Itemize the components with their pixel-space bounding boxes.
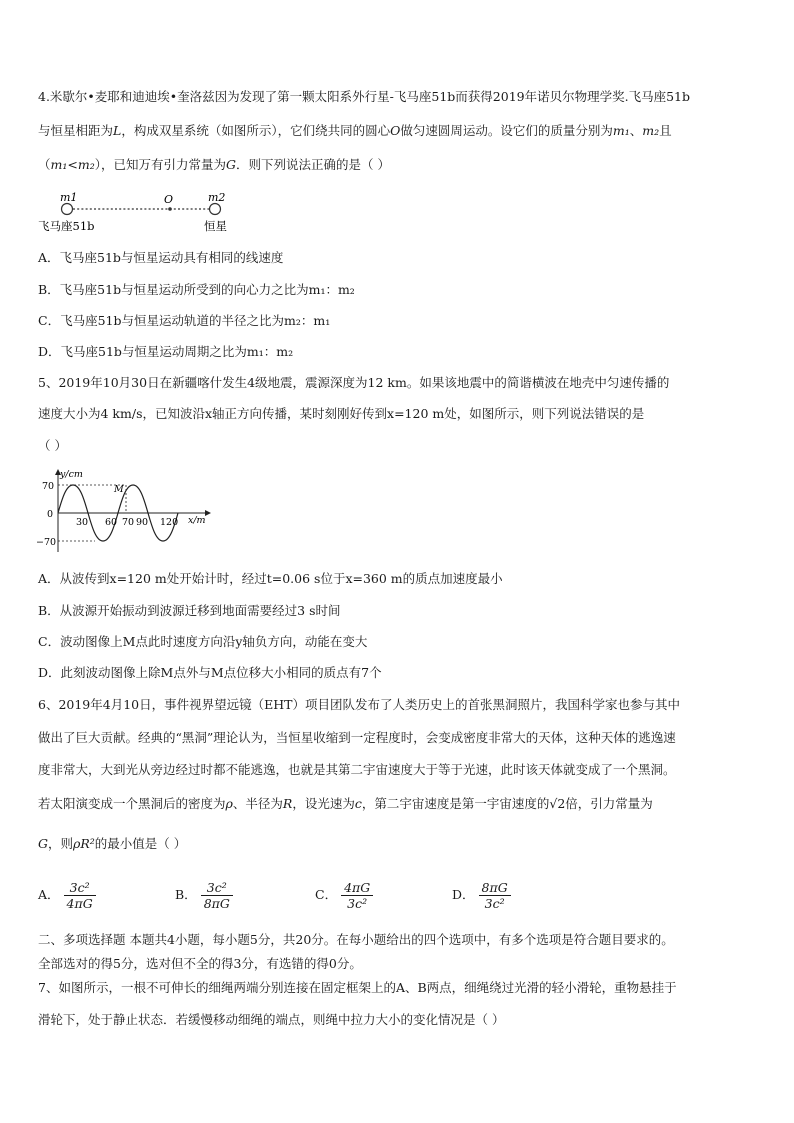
choice-label: D． bbox=[452, 887, 475, 902]
q6-text: ，则 bbox=[48, 836, 74, 851]
q5-option-b: B．从波源开始振动到波源迁移到地面需要经过3 s时间 bbox=[38, 603, 341, 618]
q4-stem-line1: 4.米歇尔•麦耶和迪迪埃•奎洛兹因为发现了第一颗太阳系外行星-飞马座51b而获得2019年诺贝尔物理学奖.飞马座51b bbox=[38, 89, 690, 104]
q4-var-G: G bbox=[225, 157, 236, 172]
q6-stem-line3: 度非常大，大到光从旁边经过时都不能逃逸，也就是其第二宇宙速度大于等于光速，此时该天体就变成了一个黑洞。 bbox=[38, 762, 676, 777]
q6-sqrt2: √2 bbox=[549, 796, 566, 811]
fig-center-dot bbox=[168, 207, 172, 211]
graph-x-label: x/m bbox=[188, 515, 206, 526]
q6-text: 的最小值是（ ） bbox=[94, 836, 187, 851]
q4-text: ），已知万有引力常量为 bbox=[94, 157, 226, 172]
fig-star-circle bbox=[210, 204, 221, 215]
graph-y-label: y/cm bbox=[60, 469, 83, 480]
q4-var-O: O bbox=[390, 123, 401, 138]
choice-label: C． bbox=[315, 887, 338, 902]
graph-ytick-0: 0 bbox=[47, 509, 54, 520]
fraction-numerator: 8πG bbox=[479, 880, 511, 896]
fig-label-m1: m1 bbox=[60, 191, 78, 204]
q6-stem-line5 bbox=[38, 836, 186, 852]
section2-intro-line2: 全部选对的得5分，选对但不全的得3分，有选错的得0分。 bbox=[38, 956, 362, 971]
fraction-denominator: 3c² bbox=[484, 896, 505, 911]
choice-fraction bbox=[479, 880, 511, 911]
graph-ytick-neg70: −70 bbox=[36, 537, 57, 548]
q7-stem-line1: 7、如图所示，一根不可伸长的细绳两端分别连接在固定框架上的A、B两点，细绳绕过光滑的轻小滑轮，重物悬挂于 bbox=[38, 980, 677, 995]
fraction-numerator: 3c² bbox=[64, 880, 96, 896]
q6-text: 若太阳演变成一个黑洞后的密度为 bbox=[38, 796, 226, 811]
q4-text: 且 bbox=[659, 123, 672, 138]
q4-var-m1: m₁ bbox=[612, 123, 630, 138]
q6-text: 倍，引力常量为 bbox=[565, 796, 653, 811]
fig-planet-circle bbox=[62, 204, 73, 215]
q6-text: ，设光速为 bbox=[292, 796, 355, 811]
q5-stem-line1: 5、2019年10月30日在新疆喀什发生4级地震，震源深度为12 km。如果该地震中的简谐横波在地壳中匀速传播的 bbox=[38, 375, 670, 390]
fraction-numerator: 4πG bbox=[341, 880, 373, 896]
q4-stem-line3 bbox=[38, 157, 390, 173]
q4-stem-line2 bbox=[38, 123, 672, 139]
q5-option-c: C．波动图像上M点此时速度方向沿y轴负方向，动能在变大 bbox=[38, 634, 368, 649]
q6-text: ，第二宇宙速度是第一宇宙速度的 bbox=[361, 796, 550, 811]
q5-option-a: A．从波传到x=120 m处开始计时，经过t=0.06 s位于x=360 m的质点加速度最小 bbox=[38, 571, 503, 586]
q6-text: 、半径为 bbox=[232, 796, 283, 811]
q5-stem-line3: （ ） bbox=[38, 438, 67, 453]
choice-fraction bbox=[341, 880, 373, 911]
choice-label: B． bbox=[175, 887, 197, 902]
graph-xtick-120: 120 bbox=[160, 517, 179, 528]
choice-label: A． bbox=[38, 887, 60, 902]
section2-intro-line1: 二、多项选择题 本题共4小题，每小题5分，共20分。在每小题给出的四个选项中，有多个选项是符合题目要求的。 bbox=[38, 932, 674, 947]
q4-text: 做匀速圆周运动。设它们的质量分别为 bbox=[400, 123, 613, 138]
q6-choice-b bbox=[175, 880, 233, 911]
q6-var-rho: ρ bbox=[225, 796, 233, 811]
q6-var-c: c bbox=[354, 796, 362, 811]
graph-xtick-70: 70 bbox=[122, 517, 135, 528]
q4-option-a: A．飞马座51b与恒星运动具有相同的线速度 bbox=[38, 250, 284, 265]
fig-label-star: 恒星 bbox=[204, 219, 227, 233]
fraction-denominator: 4πG bbox=[66, 896, 93, 911]
q6-stem-line2: 做出了巨大贡献。经典的“黑洞”理论认为，当恒星收缩到一定程度时，会变成密度非常大的天体，这种天体的逃逸速 bbox=[38, 730, 676, 745]
q4-option-b: B．飞马座51b与恒星运动所受到的向心力之比为m₁：m₂ bbox=[38, 282, 355, 297]
q6-choice-c bbox=[315, 880, 373, 911]
q6-var-G: G bbox=[38, 836, 48, 851]
q6-choice-a bbox=[38, 880, 96, 911]
fraction-numerator: 3c² bbox=[201, 880, 233, 896]
wave-graph bbox=[30, 466, 220, 556]
q4-option-d: D．飞马座51b与恒星运动周期之比为m₁：m₂ bbox=[38, 344, 294, 359]
fig-label-O: O bbox=[164, 193, 174, 206]
q4-text: 与恒星相距为 bbox=[38, 123, 114, 138]
q6-choice-d bbox=[452, 880, 511, 911]
fig-label-m2: m2 bbox=[208, 191, 226, 204]
graph-xtick-30: 30 bbox=[76, 517, 89, 528]
q4-text: （ bbox=[38, 157, 51, 172]
q4-text: 、 bbox=[629, 123, 643, 138]
graph-label-m: M bbox=[114, 484, 124, 495]
q5-stem-line2: 速度大小为4 km/s，已知波沿x轴正方向传播，某时刻刚好传到x=120 m处，如图所示，则下列说法错误的是 bbox=[38, 406, 645, 421]
q4-text: ．则下列说法正确的是（ ） bbox=[235, 157, 390, 172]
graph-xtick-60: 60 bbox=[105, 517, 118, 528]
graph-ytick-70: 70 bbox=[42, 481, 55, 492]
q6-expr-rhoR2: ρR² bbox=[73, 836, 95, 851]
q7-stem-line2: 滑轮下，处于静止状态．若缓慢移动细绳的端点，则绳中拉力大小的变化情况是（ ） bbox=[38, 1012, 505, 1027]
graph-xtick-90: 90 bbox=[136, 517, 149, 528]
binary-star-figure bbox=[36, 188, 256, 236]
fraction-denominator: 8πG bbox=[203, 896, 230, 911]
q4-option-c: C．飞马座51b与恒星运动轨道的半径之比为m₂：m₁ bbox=[38, 313, 331, 328]
q4-var-mass-relation: m₁<m₂ bbox=[50, 157, 95, 172]
fig-label-planet: 飞马座51b bbox=[38, 219, 95, 233]
q4-var-m2: m₂ bbox=[642, 123, 660, 138]
q6-stem-line1: 6、2019年4月10日，事件视界望远镜（EHT）项目团队发布了人类历史上的首张黑洞照片，我国科学家也参与其中 bbox=[38, 697, 680, 712]
choice-fraction bbox=[201, 880, 233, 911]
q4-text: ，构成双星系统（如图所示），它们绕共同的圆心 bbox=[121, 123, 391, 138]
fraction-denominator: 3c² bbox=[347, 896, 368, 911]
q5-option-d: D．此刻波动图像上除M点外与M点位移大小相同的质点有7个 bbox=[38, 665, 382, 680]
q4-var-L: L bbox=[113, 123, 122, 138]
q6-stem-line4 bbox=[38, 796, 653, 812]
choice-fraction bbox=[64, 880, 96, 911]
q6-var-R: R bbox=[282, 796, 293, 811]
